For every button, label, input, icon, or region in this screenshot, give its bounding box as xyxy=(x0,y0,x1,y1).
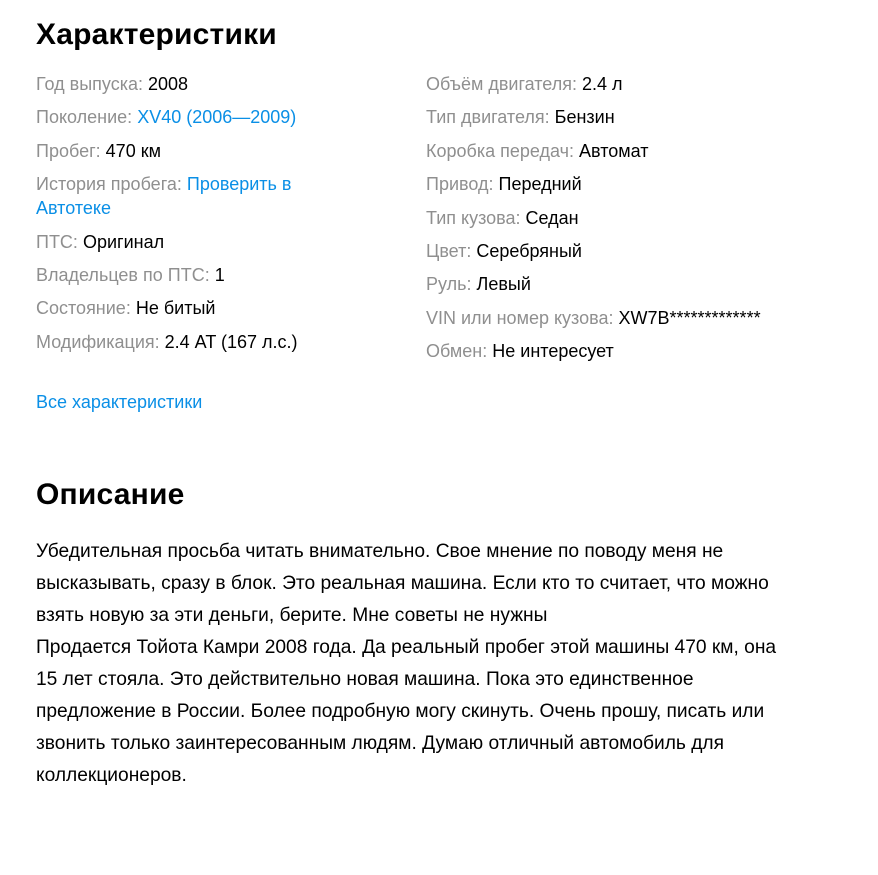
spec-label: VIN или номер кузова: xyxy=(426,307,614,328)
spec-label: Поколение: xyxy=(36,107,133,128)
spec-value: Оригинал xyxy=(82,231,165,252)
spec-label: Объём двигателя: xyxy=(426,74,577,94)
generation-link[interactable]: XV40 (2006—2009) xyxy=(137,107,297,128)
description-line: предложение в России. Более подробную могу скинуть. Очень прошу, писать или xyxy=(36,701,765,722)
spec-value: Не интересует xyxy=(492,341,614,362)
spec-drive xyxy=(426,172,842,196)
specs-column-left xyxy=(36,72,426,373)
spec-year xyxy=(36,72,326,96)
specs-column-right xyxy=(426,72,842,373)
spec-value: Серебряный xyxy=(476,240,582,261)
spec-steering xyxy=(426,272,842,296)
spec-label: Владельцев по ПТС: xyxy=(36,264,210,285)
spec-condition xyxy=(36,296,326,320)
spec-value: Не битый xyxy=(135,298,216,319)
spec-owners xyxy=(36,263,326,287)
spec-value: XW7B************* xyxy=(618,307,761,328)
spec-label: Обмен: xyxy=(426,341,488,362)
spec-value: Левый xyxy=(476,274,531,295)
spec-generation xyxy=(36,105,326,129)
description-line: коллекционеров. xyxy=(36,765,187,786)
description-line: взять новую за эти деньги, берите. Мне советы не нужны xyxy=(36,605,548,626)
description-title: Описание xyxy=(36,478,185,511)
description-line: Убедительная просьба читать внимательно. Свое мнение по поводу меня не xyxy=(36,541,724,562)
spec-value: 1 xyxy=(214,264,225,285)
spec-engine-volume xyxy=(426,72,842,96)
spec-value: Автомат xyxy=(579,140,649,161)
specs-grid xyxy=(36,72,842,373)
spec-label: Руль: xyxy=(426,274,472,295)
spec-label: Год выпуска: xyxy=(36,74,143,94)
spec-label: Состояние: xyxy=(36,298,131,319)
spec-vin xyxy=(426,306,842,330)
description-line: 15 лет стояла. Это действительно новая машина. Пока это единственное xyxy=(36,669,694,690)
spec-transmission xyxy=(426,139,842,163)
spec-label: Модификация: xyxy=(36,331,160,352)
spec-label: Коробка передач: xyxy=(426,140,574,161)
spec-exchange xyxy=(426,339,842,363)
spec-label: Тип двигателя: xyxy=(426,107,550,128)
spec-value: 2008 xyxy=(148,74,189,94)
spec-mileage xyxy=(36,139,326,163)
autoteka-check-link[interactable]: Проверить в Автотеке xyxy=(36,174,292,219)
spec-label: ПТС: xyxy=(36,231,78,252)
spec-pts xyxy=(36,230,326,254)
spec-label: Цвет: xyxy=(426,240,472,261)
spec-label: Тип кузова: xyxy=(426,207,521,228)
spec-value: 2.4 л xyxy=(581,74,623,94)
spec-label: Пробег: xyxy=(36,140,101,161)
description-line: звонить только заинтересованным людям. Думаю отличный автомобиль для xyxy=(36,733,725,754)
spec-color xyxy=(426,239,842,263)
description-line: высказывать, сразу в блок. Это реальная машина. Если кто то считает, что можно xyxy=(36,573,769,594)
spec-body-type xyxy=(426,206,842,230)
spec-modification xyxy=(36,330,326,354)
spec-label: История пробега: xyxy=(36,174,182,195)
spec-value: Бензин xyxy=(554,107,615,128)
specs-title: Характеристики xyxy=(36,18,277,51)
spec-label: Привод: xyxy=(426,174,494,195)
spec-engine-type xyxy=(426,105,842,129)
description-text xyxy=(36,536,844,792)
spec-value: Передний xyxy=(498,174,582,195)
spec-value: 2.4 AT (167 л.с.) xyxy=(164,331,298,352)
spec-mileage-history xyxy=(36,172,326,220)
all-specs-link[interactable]: Все характеристики xyxy=(36,392,203,412)
spec-value: 470 км xyxy=(105,140,161,161)
description-line: Продается Тойота Камри 2008 года. Да реальный пробег этой машины 470 км, она xyxy=(36,637,777,658)
spec-value: Седан xyxy=(525,207,579,228)
